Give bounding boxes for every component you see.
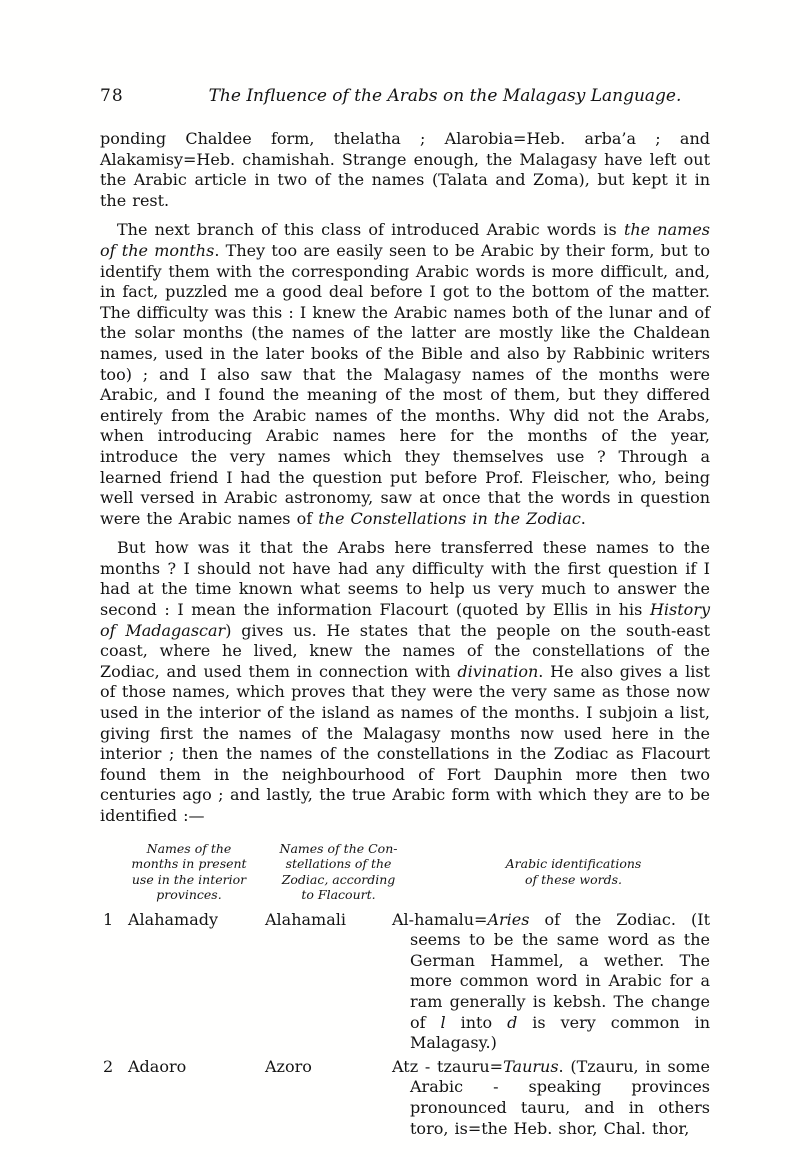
row-number: 2 — [103, 1056, 114, 1076]
column-header-arabic-identifications — [401, 856, 710, 887]
table-header-row — [114, 841, 710, 903]
text-segment: ponding Chaldee form, thelatha ; Alarobia=Heb. arba’a ; and Alakamisy=Heb. chamishah. Strange enough, the Malagasy have left out the Arabic article in two of the names (Talata and Zoma), but kept it in the rest. — [100, 129, 710, 210]
header-line: use in the interior — [131, 871, 247, 887]
arabic-identification — [392, 910, 710, 1054]
header-line: Arabic identifications — [505, 856, 642, 872]
text-segment: the names of the months — [100, 220, 711, 260]
table-row-2 — [100, 1057, 710, 1139]
column-header-months — [114, 841, 264, 903]
months-zodiac-table — [100, 841, 710, 1140]
header-line: Zodiac, according — [281, 871, 396, 887]
text-segment: Aries — [487, 909, 530, 929]
header-line: months in present — [131, 856, 247, 872]
text-segment: But how was it that the Arabs here transferred these names to the months ? I should not have had any difficulty with the first question if I had at the time known what seems to help us very much to answer the second : I mean the information Flacourt (quoted by Ellis in his — [100, 538, 710, 620]
paragraph-flacourt — [100, 538, 710, 826]
row-number: 1 — [103, 909, 114, 929]
text-segment: . He also gives a list of those names, which proves that they were the very same as those now used in the interior of the island as names of the months. I subjoin a list, giving first the names of the Malagasy months now used here in the interior ; then the names of the constellations in the Zodiac as Flacourt found them in the neighbourhood of Fort Dauphin more then two centuries ago ; and lastly, the true Arabic form with which they are to be identified :— — [100, 661, 710, 825]
header-line: Names of the Con- — [279, 840, 398, 856]
text-segment: Al-hamalu= — [392, 909, 488, 929]
running-title: The Influence of the Arabs on the Malagasy Language. — [208, 86, 682, 106]
text-segment: History of Madagascar — [100, 600, 710, 640]
column-header-constellations — [276, 841, 401, 903]
header-line: provinces. — [156, 887, 222, 903]
header-line: stellations of the — [285, 856, 392, 872]
header-line: Names of the — [146, 840, 232, 856]
header-line: to Flacourt. — [301, 887, 376, 903]
constellation-name: Azoro — [265, 1056, 312, 1076]
month-name: Alahamady — [128, 909, 219, 929]
page-number: 78 — [100, 86, 124, 106]
paragraph-names-of-months — [100, 220, 710, 529]
running-header — [100, 86, 710, 107]
arabic-identification — [392, 1057, 710, 1139]
text-segment: d — [507, 1012, 518, 1032]
text-segment: the Constellations in the Zodiac — [318, 508, 581, 528]
table-row-1 — [100, 910, 710, 1054]
text-segment: is very common in Malagasy.) — [410, 1012, 711, 1053]
header-line: of these words. — [525, 871, 622, 887]
text-segment: . They too are easily seen to be Arabic by their form, but to identify them with the corresponding Arabic words is more difficult, and, in fact, puzzled me a good deal before I got to the bottom of the matter. The difficulty was this : I knew the Arabic names both of the lunar and of the solar months (the names of the latter are mostly like the Chaldean names, used in the later books of the Bible and also by Rabbinic writers too) ; and I also saw that the Malagasy names of the months were Arabic, and I found the meaning of the most of them, but they differed entirely from the Arabic names of the months. Why did not the Arabs, when introducing Arabic names here for the months of the year, introduce the very names which they themselves use ? Through a learned friend I had the question put before Prof. Fleischer, who, being well versed in Arabic astronomy, saw at once that the words in question were the Arabic names of — [100, 240, 710, 528]
constellation-name: Alahamali — [265, 909, 346, 929]
text-segment: . (Tzauru, in some Arabic - speaking provinces pronounced tauru, and in others toro, is=the Heb. shor, Chal. thor, — [410, 1056, 710, 1138]
text-segment: divination — [457, 661, 539, 681]
text-segment: ) gives us. He states that the people on the south-east coast, where he lived, knew the names of the constellations of the Zodiac, and used them in connection with — [100, 620, 710, 681]
month-name: Adaoro — [128, 1056, 187, 1076]
text-segment: of the Zodiac. (It seems to be the same word as the German Hammel, a wether. The more common word in Arabic for a ram generally is kebsh. The change of — [410, 909, 710, 1032]
text-segment: . — [580, 508, 586, 528]
text-segment: Atz - tzauru= — [392, 1056, 504, 1076]
text-segment: l — [440, 1012, 446, 1032]
text-segment: The next branch of this class of introduced Arabic words is — [117, 220, 624, 240]
text-segment: into — [445, 1012, 508, 1032]
text-segment: Taurus — [503, 1056, 559, 1076]
paragraph-continuation — [100, 129, 710, 211]
page-body — [100, 129, 710, 1139]
